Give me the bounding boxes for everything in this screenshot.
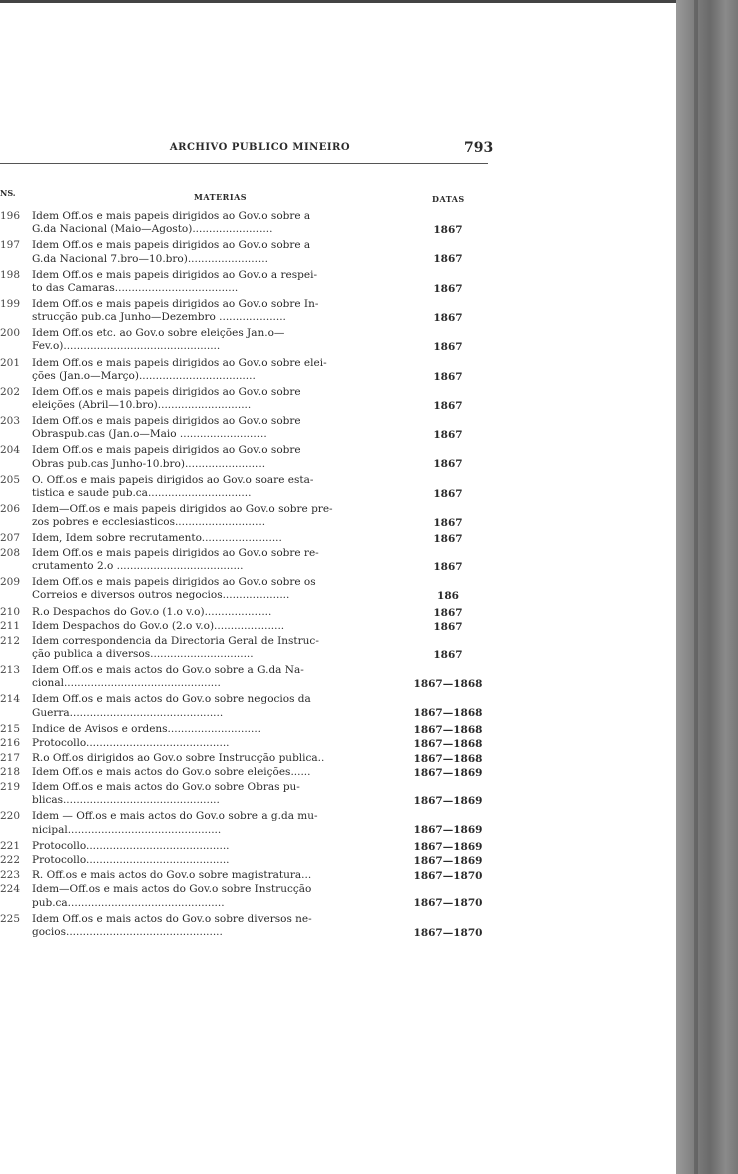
entry-date: 1867—1868 [413, 752, 483, 765]
entry-subject: Idem Off.os e mais papeis dirigidos ao Gov.o sobre eleições (Abril—10.bro)............................ [32, 385, 301, 411]
entry-number: 214 [0, 693, 21, 706]
entry-row [0, 444, 500, 473]
top-edge-rule [0, 0, 676, 3]
entry-subject: Idem Off.os e mais actos do Gov.o sobre a G.da Na- cional............................................... [32, 664, 304, 690]
entry-subject: Idem Off.os e mais papeis dirigidos ao Gov.o sobre elei- ções (Jan.o—Março)................................... [32, 356, 327, 382]
entry-number: 221 [0, 839, 21, 852]
entry-date: 1867—1870 [413, 869, 483, 882]
entry-date: 1867—1868 [413, 738, 483, 751]
entry-row [0, 298, 500, 327]
entry-subject: Indice de Avisos e ordens............................ [32, 722, 262, 735]
entry-date: 186 [437, 590, 459, 603]
entry-subject: Idem Off.os e mais papeis dirigidos ao Gov.o sobre In- strucção pub.ca Junho—Dezembro .................... [32, 297, 319, 324]
entry-date: 1867—1868 [413, 723, 483, 736]
entry-date: 1867 [433, 621, 463, 634]
entry-date: 1867—1869 [413, 855, 483, 868]
entry-number: 225 [0, 912, 21, 925]
entry-row [0, 854, 500, 869]
entry-row [0, 269, 500, 298]
entry-date: 1867—1870 [413, 926, 483, 939]
entry-number: 218 [0, 766, 21, 779]
entry-number: 208 [0, 546, 21, 559]
entry-number: 224 [0, 883, 21, 896]
entry-date: 1867 [433, 533, 463, 546]
column-header-materias: MATERIAS [194, 192, 248, 202]
entry-date: 1867 [433, 429, 463, 442]
entry-number: 215 [0, 722, 21, 735]
entry-row [0, 210, 500, 239]
entry-row [0, 723, 500, 738]
entry-subject: R.o Despachos do Gov.o (1.o v.o).................... [32, 605, 272, 618]
book-binding-shadow [676, 0, 738, 1174]
entry-number: 220 [0, 810, 21, 823]
entry-subject: Idem Off.os e mais actos do Gov.o sobre eleições...... [32, 766, 311, 779]
entry-subject: Idem Off.os e mais papeis dirigidos ao Gov.o sobre Obraspub.cas (Jan.o—Maio .......................... [32, 415, 301, 441]
entry-number: 206 [0, 503, 21, 515]
header-rule [0, 163, 488, 164]
entry-date: 1867 [433, 487, 463, 500]
entry-number: 200 [0, 327, 21, 340]
entry-number: 223 [0, 868, 21, 881]
entry-row [0, 415, 500, 444]
entry-date: 1867 [433, 399, 463, 412]
entry-subject: Idem — Off.os e mais actos do Gov.o sobre a g.da mu- nicipal.............................................. [32, 810, 318, 836]
entry-date: 1867 [433, 458, 463, 471]
entry-number: 210 [0, 605, 21, 618]
entry-subject: Idem Off.os e mais papeis dirigidos ao Gov.o sobre Obras pub.cas Junho-10.bro)........................ [32, 444, 301, 470]
entry-row [0, 810, 500, 839]
entry-number: 207 [0, 532, 21, 545]
entry-row [0, 386, 500, 415]
entry-row [0, 752, 500, 767]
entry-subject: Idem Despachos do Gov.o (2.o v.o)..................... [32, 620, 285, 633]
entry-row [0, 869, 500, 884]
running-header-title: ARCHIVO PUBLICO MINEIRO [169, 142, 351, 153]
entry-number: 198 [0, 268, 21, 281]
entry-row [0, 840, 500, 855]
entry-row [0, 781, 500, 810]
entry-subject: Idem correspondencia da Directoria Geral de Instruc- ção publica a diversos............................... [32, 634, 319, 660]
entry-row [0, 327, 500, 356]
entry-row [0, 737, 500, 752]
entry-subject: Idem—Off.os e mais papeis dirigidos ao Gov.o sobre pre- zos pobres e ecclesiasticos........................... [32, 503, 333, 529]
entry-subject: Protocollo........................................... [32, 854, 230, 867]
entry-subject: R.o Off.os dirigidos ao Gov.o sobre Instrucção publica.. [32, 751, 325, 764]
entry-subject: Idem Off.os e mais papeis dirigidos ao Gov.o a respei- to das Camaras..................................... [32, 268, 317, 294]
page-number: 793 [464, 140, 494, 156]
entry-number: 201 [0, 356, 21, 369]
entry-row [0, 474, 500, 503]
entry-date: 1867 [433, 253, 463, 266]
entry-row [0, 883, 500, 912]
entry-number: 217 [0, 751, 21, 764]
entry-subject: Protocollo........................................... [32, 737, 230, 750]
entry-number: 216 [0, 737, 21, 750]
entry-number: 199 [0, 297, 21, 310]
entry-number: 196 [0, 210, 21, 222]
entry-date: 1867—1869 [413, 840, 483, 853]
entry-row [0, 620, 500, 635]
entry-subject: Idem Off.os e mais papeis dirigidos ao Gov.o sobre os Correios e diversos outros negocios.................... [32, 576, 316, 602]
entry-number: 209 [0, 576, 21, 589]
entry-date: 1867 [433, 311, 463, 324]
entry-row [0, 664, 500, 693]
entry-subject: Idem Off.os e mais papeis dirigidos ao Gov.o sobre a G.da Nacional 7.bro—10.bro)........................ [32, 239, 311, 265]
entry-subject: Idem Off.os e mais papeis dirigidos ao Gov.o sobre a G.da Nacional (Maio—Agosto)........................ [32, 210, 311, 236]
entry-number: 203 [0, 415, 21, 428]
entry-date: 1867 [433, 560, 463, 573]
entry-row [0, 576, 500, 605]
entry-date: 1867—1868 [413, 678, 483, 690]
entry-date: 1867 [433, 606, 463, 619]
entry-number: 212 [0, 634, 21, 647]
entry-date: 1867—1870 [413, 897, 483, 910]
entry-date: 1867—1869 [413, 795, 483, 807]
entry-subject: Idem Off.os e mais actos do Gov.o sobre negocios da Guerra.............................................. [32, 693, 311, 719]
entry-number: 222 [0, 854, 21, 867]
entry-date: 1867 [433, 341, 463, 354]
entry-number: 197 [0, 239, 21, 252]
entry-row [0, 357, 500, 386]
entry-subject: Idem Off.os etc. ao Gov.o sobre eleições Jan.o— Fev.o)............................................... [32, 327, 285, 353]
entry-number: 219 [0, 781, 21, 793]
entry-row [0, 532, 500, 547]
entry-row [0, 913, 500, 942]
entry-subject: Idem Off.os e mais actos do Gov.o sobre diversos ne- gocios............................................... [32, 912, 312, 938]
entry-subject: Protocollo........................................... [32, 839, 230, 852]
entry-row [0, 766, 500, 781]
entry-number: 213 [0, 664, 21, 676]
entry-number: 211 [0, 620, 21, 633]
column-header-ns: NS. [0, 188, 16, 198]
entry-date: 1867—1869 [413, 824, 483, 837]
entry-subject: Idem—Off.os e mais actos do Gov.o sobre Instrucção pub.ca............................................... [32, 883, 312, 909]
entry-number: 204 [0, 444, 21, 457]
entry-date: 1867—1868 [413, 707, 483, 720]
entry-row [0, 503, 500, 532]
entry-number: 202 [0, 385, 21, 398]
entry-row [0, 239, 500, 268]
entry-date: 1867 [433, 517, 463, 529]
entry-date: 1867 [433, 370, 463, 383]
entry-row [0, 606, 500, 621]
column-header-datas: DATAS [432, 194, 465, 204]
entry-number: 205 [0, 473, 21, 486]
entry-subject: Idem Off.os e mais actos do Gov.o sobre Obras pu- blicas............................................... [32, 781, 300, 807]
entry-date: 1867 [433, 282, 463, 295]
entry-date: 1867—1869 [413, 767, 483, 780]
entry-subject: Idem Off.os e mais papeis dirigidos ao Gov.o sobre re- crutamento 2.o ...................................... [32, 546, 319, 573]
entry-row [0, 693, 500, 722]
entry-subject: O. Off.os e mais papeis dirigidos ao Gov.o soare esta- tistica e saude pub.ca............................... [32, 473, 314, 499]
entry-row [0, 547, 500, 576]
entry-subject: R. Off.os e mais actos do Gov.o sobre magistratura... [32, 868, 312, 881]
entry-row [0, 635, 500, 664]
entry-date: 1867 [433, 648, 463, 661]
entry-date: 1867 [433, 224, 463, 236]
entry-subject: Idem, Idem sobre recrutamento........................ [32, 532, 282, 545]
